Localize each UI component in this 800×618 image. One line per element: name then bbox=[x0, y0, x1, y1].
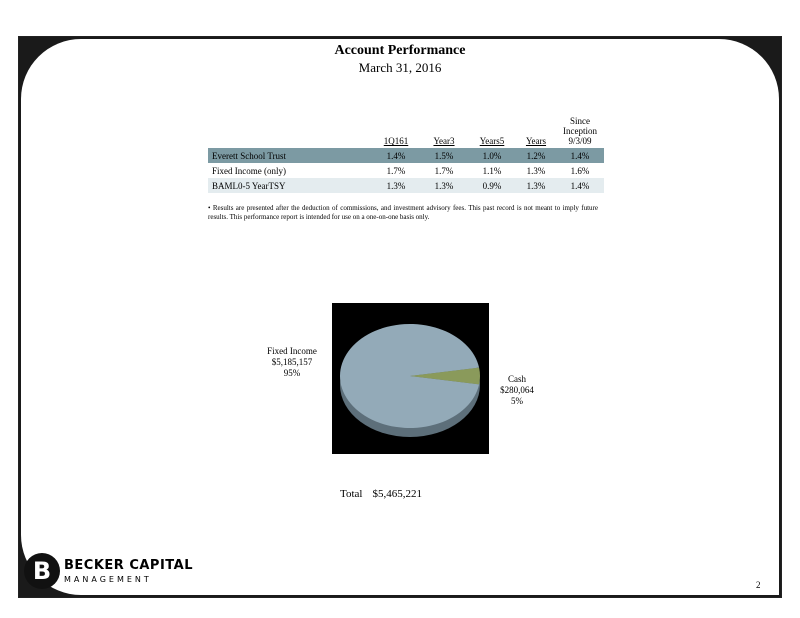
total-value: Total $5,465,221 bbox=[340, 488, 422, 500]
cell: 1.3% bbox=[526, 165, 546, 176]
cell: 1.4% bbox=[570, 180, 590, 191]
fixed-income-label: Fixed Income $5,185,157 95% bbox=[267, 346, 317, 378]
cell: 0.9% bbox=[482, 180, 502, 191]
header-years5: Years5 bbox=[479, 136, 505, 146]
row-name: Everett School Trust bbox=[212, 150, 287, 161]
company-subtitle: MANAGEMENT bbox=[64, 575, 152, 584]
company-name: BECKER CAPITAL bbox=[64, 558, 193, 573]
header-name bbox=[208, 112, 372, 148]
cell: 1.3% bbox=[386, 180, 406, 191]
cell: 1.4% bbox=[570, 150, 590, 161]
cell: 1.3% bbox=[434, 180, 454, 191]
cell: 1.3% bbox=[526, 180, 546, 191]
cell: 1.1% bbox=[482, 165, 502, 176]
header-since-inception: Since Inception 9/3/09 bbox=[563, 116, 597, 146]
allocation-pie-chart bbox=[332, 303, 489, 454]
table-row bbox=[208, 178, 604, 193]
cash-label: Cash $280,064 5% bbox=[500, 374, 534, 406]
header-year: Year3 bbox=[433, 136, 455, 146]
performance-table bbox=[208, 112, 604, 193]
table-row bbox=[208, 163, 604, 178]
cell: 1.2% bbox=[526, 150, 546, 161]
table-header-row bbox=[208, 112, 604, 148]
page-title: Account Performance bbox=[334, 43, 466, 58]
disclaimer-footnote: • Results are presented after the deduction of commissions, and investment advisory fees. This past record is not meant to imply future results. This performance report is intended for use on a one-on-one basis only. bbox=[208, 204, 598, 221]
cell: 1.0% bbox=[482, 150, 502, 161]
logo-letter: B bbox=[32, 557, 52, 585]
header-years: Years bbox=[525, 136, 547, 146]
page-number: 2 bbox=[756, 580, 761, 590]
report-date: March 31, 2016 bbox=[358, 60, 442, 75]
cell: 1.4% bbox=[386, 150, 406, 161]
row-name: BAML0-5 YearTSY bbox=[212, 180, 286, 191]
cell: 1.7% bbox=[434, 165, 454, 176]
row-name: Fixed Income (only) bbox=[212, 165, 286, 176]
table-row bbox=[208, 148, 604, 163]
cell: 1.6% bbox=[570, 165, 590, 176]
company-logo bbox=[24, 553, 60, 589]
cell: 1.5% bbox=[434, 150, 454, 161]
cell: 1.7% bbox=[386, 165, 406, 176]
header-1q16: 1Q161 bbox=[383, 136, 409, 146]
